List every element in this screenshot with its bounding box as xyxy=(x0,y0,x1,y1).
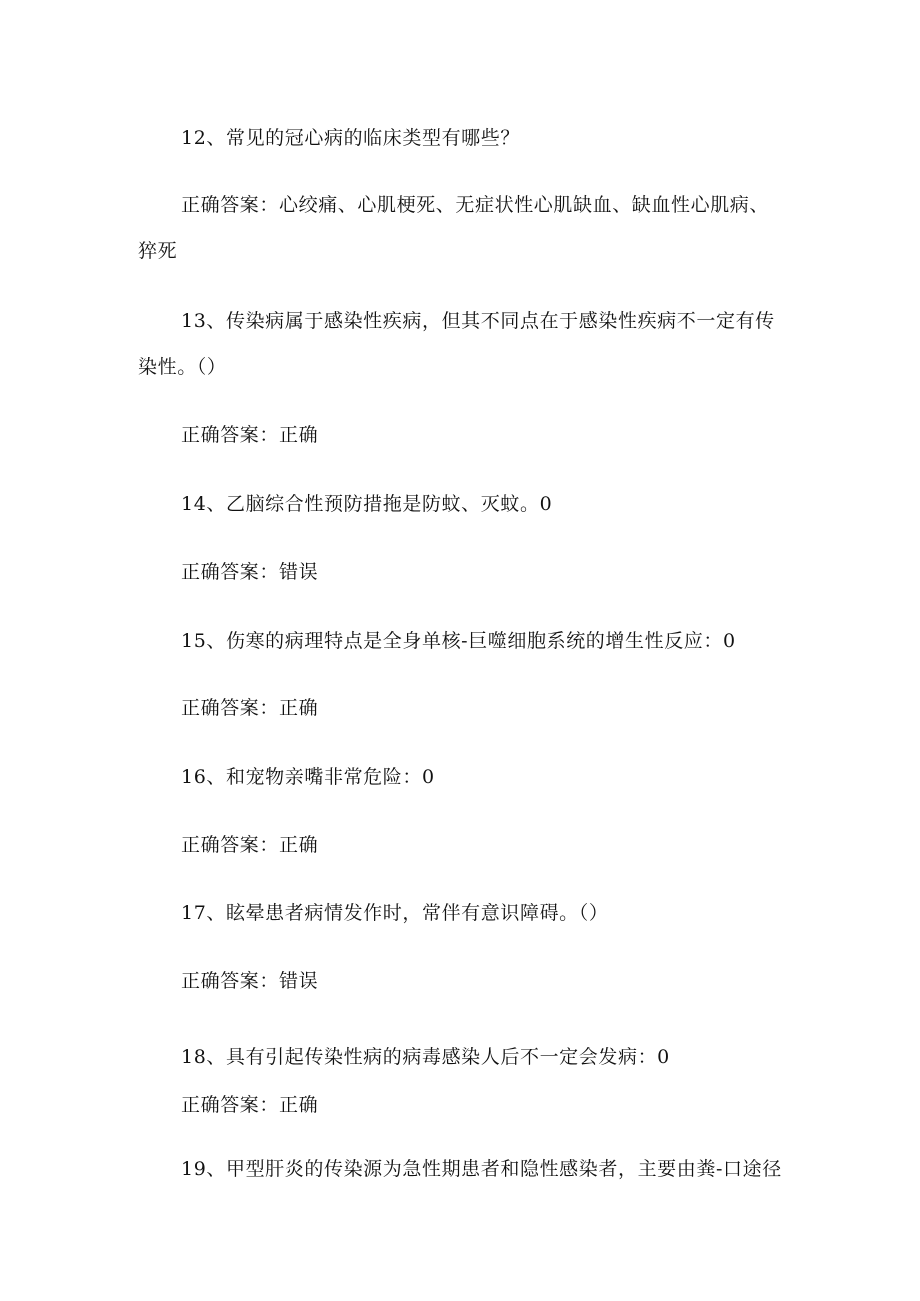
question-14: 14、乙脑综合性预防措拖是防蚊、灭蚊。0 xyxy=(181,493,553,515)
answer-13: 正确答案：正确 xyxy=(181,424,319,446)
answer-14: 正确答案：错误 xyxy=(181,561,319,583)
question-17: 17、眩晕患者病情发作时，常伴有意识障碍。（） xyxy=(181,902,609,924)
answer-12: 正确答案：心绞痛、心肌梗死、无症状性心肌缺血、缺血性心肌病、 xyxy=(181,194,770,216)
question-16: 16、和宠物亲嘴非常危险：0 xyxy=(181,766,435,788)
question-18: 18、具有引起传染性病的病毒感染人后不一定会发病：0 xyxy=(181,1046,670,1068)
answer-18: 正确答案：正确 xyxy=(181,1094,319,1116)
answer-17: 正确答案：错误 xyxy=(181,970,319,992)
question-15: 15、伤寒的病理特点是全身单核-巨噬细胞系统的增生性反应：0 xyxy=(181,630,736,652)
answer-16: 正确答案：正确 xyxy=(181,834,319,856)
question-19: 19、甲型肝炎的传染源为急性期患者和隐性感染者，主要由粪-口途径 xyxy=(181,1158,782,1180)
question-13-continued: 染性。（） xyxy=(138,356,227,378)
question-13: 13、传染病属于感染性疾病，但其不同点在于感染性疾病不一定有传 xyxy=(181,310,775,332)
answer-15: 正确答案：正确 xyxy=(181,697,319,719)
question-12: 12、常见的冠心病的临床类型有哪些？ xyxy=(181,127,520,149)
answer-12-continued: 猝死 xyxy=(138,240,178,262)
